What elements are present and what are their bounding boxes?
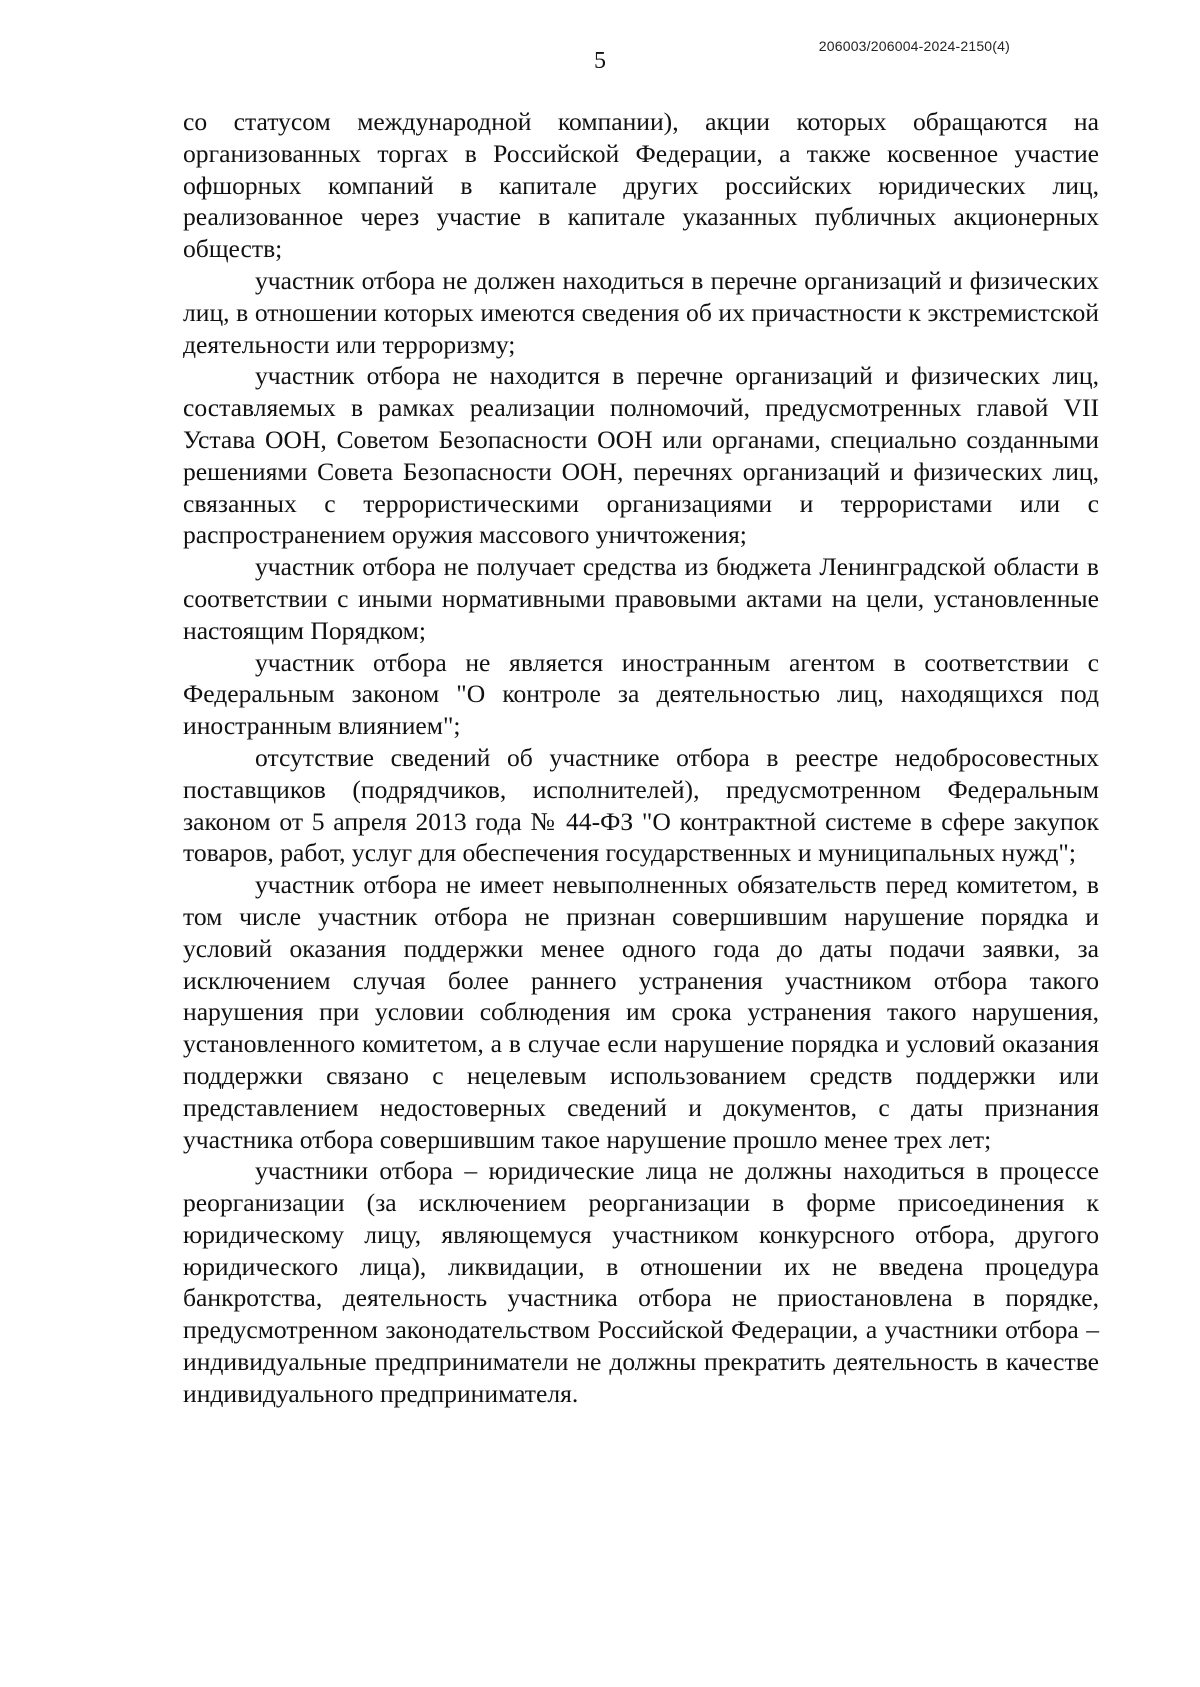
paragraph: участники отбора – юридические лица не должны находиться в процессе реорганизации (за исключением реорганизации в форме присоединения к юридическому лицу, являющемуся участником конкурсного отбора, другого юридического лица), ликвидации, в отношении их не введена процедура банкротства, деятельность участника отбора не приостановлена в порядке, предусмотренном законодательством Российской Федерации, а участники отбора – индивидуальные предприниматели не должны прекратить деятельность в качестве индивидуального предпринимателя. [183,1156,1099,1408]
page-number: 5 [594,48,606,74]
paragraph: участник отбора не является иностранным агентом в соответствии с Федеральным законом "О контроле за деятельностью лиц, находящихся под иностранным влиянием"; [183,647,1099,741]
paragraph: со статусом международной компании), акции которых обращаются на организованных торгах в Российской Федерации, а также косвенное участие офшорных компаний в капитале других российских юридических лиц, реализованное через участие в капитале указанных публичных акционерных обществ; [183,107,1099,264]
paragraph: отсутствие сведений об участнике отбора в реестре недобросовестных поставщиков (подрядчиков, исполнителей), предусмотренном Федеральным законом от 5 апреля 2013 года № 44-ФЗ "О контрактной системе в сфере закупок товаров, работ, услуг для обеспечения государственных и муниципальных нужд"; [183,742,1099,868]
paragraph: участник отбора не имеет невыполненных обязательств перед комитетом, в том числе участник отбора не признан совершившим нарушение порядка и условий оказания поддержки менее одного года до даты подачи заявки, за исключением случая более раннего устранения участником отбора такого нарушения при условии соблюдения им срока устранения такого нарушения, установленного комитетом, а в случае если нарушение порядка и условий оказания поддержки связано с нецелевым использованием средств поддержки или представлением недостоверных сведений и документов, с даты признания участника отбора совершившим такое нарушение прошло менее трех лет; [183,870,1099,1154]
paragraph: участник отбора не должен находиться в перечне организаций и физических лиц, в отношении которых имеются сведения об их причастности к экстремистской деятельности или терроризму; [183,265,1099,359]
paragraph: участник отбора не находится в перечне организаций и физических лиц, составляемых в рамках реализации полномочий, предусмотренных главой VII Устава ООН, Советом Безопасности ООН или органами, специально созданными решениями Совета Безопасности ООН, перечнях организаций и физических лиц, связанных с террористическими организациями и террористами или с распространением оружия массового уничтожения; [183,361,1099,550]
document-id: 206003/206004-2024-2150(4) [818,38,1010,54]
document-body [183,106,1099,1410]
paragraph: участник отбора не получает средства из бюджета Ленинградской области в соответствии с иными нормативными правовыми актами на цели, установленные настоящим Порядком; [183,552,1099,645]
